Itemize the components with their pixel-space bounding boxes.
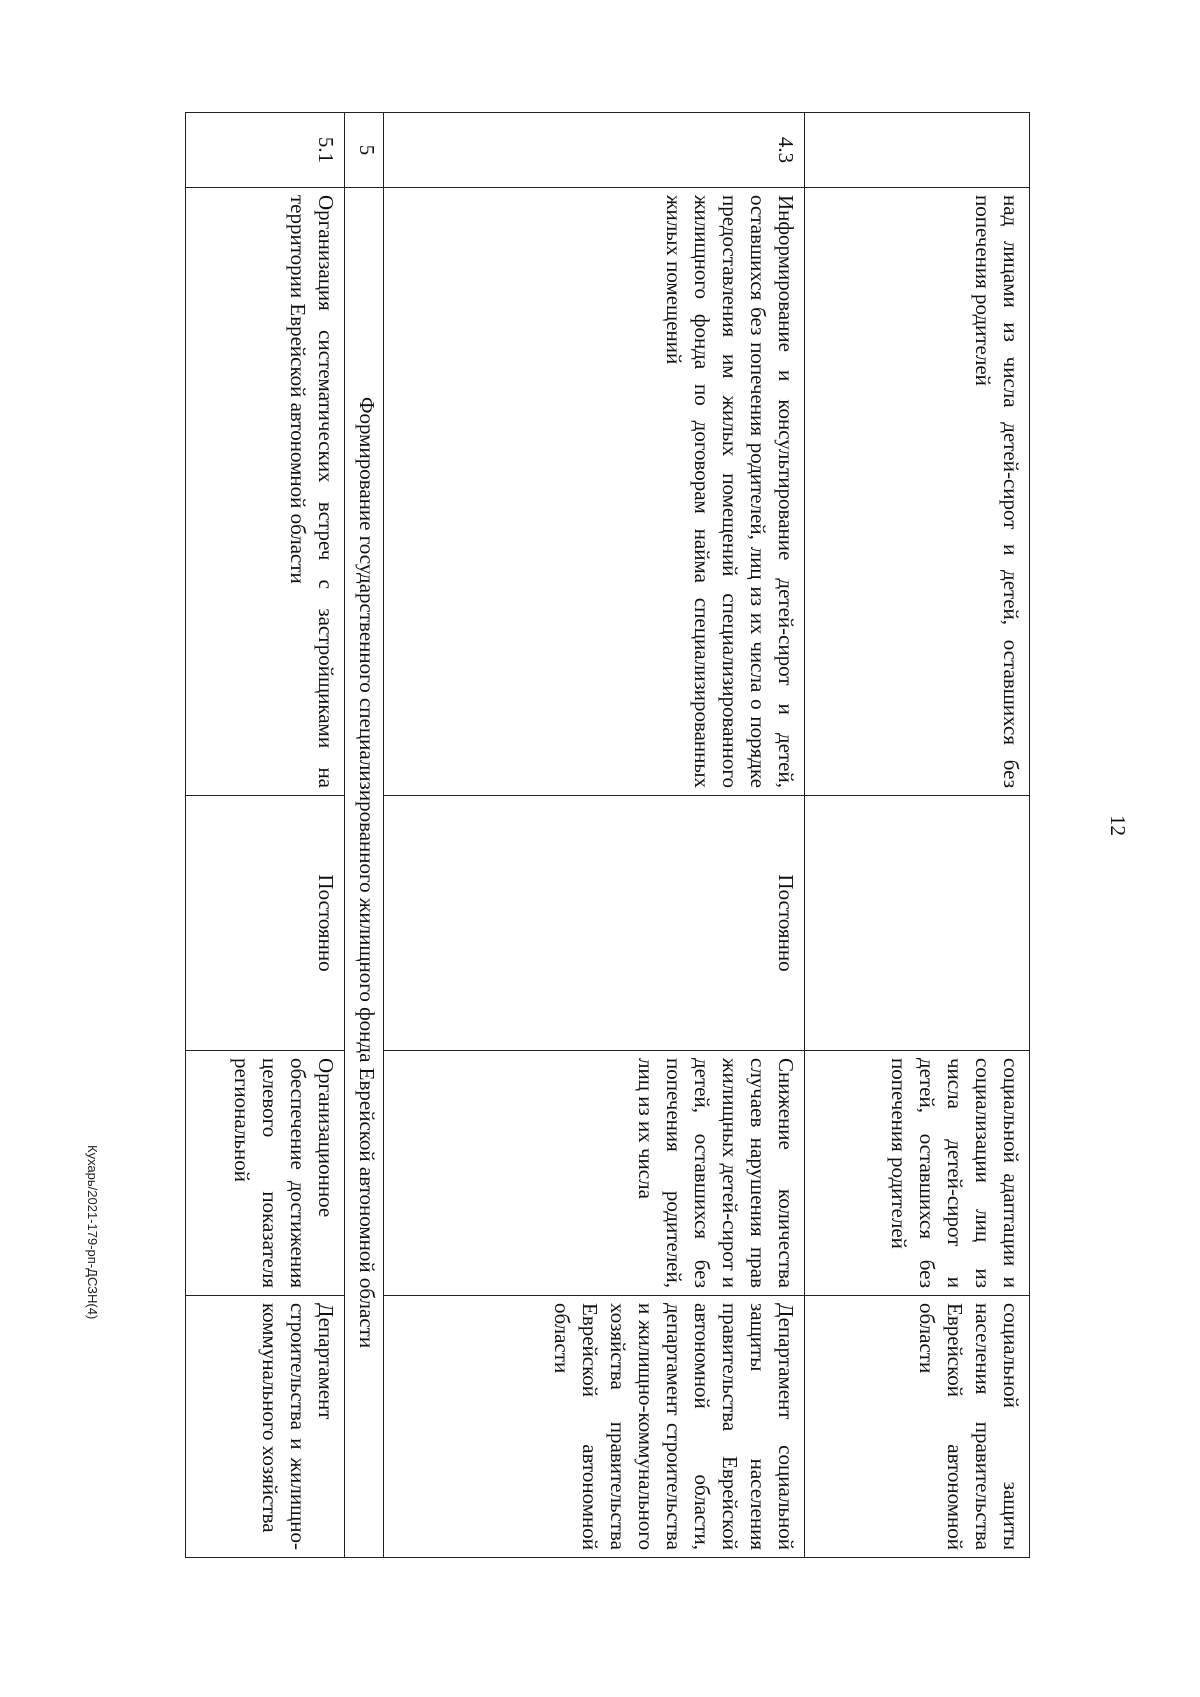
- table-row: [805, 113, 1030, 1558]
- action-cell: над лицами из числа детей-сирот и детей, оставшихся без попечения родителей: [805, 188, 1030, 796]
- section-number: 5: [345, 113, 384, 188]
- plan-table: [185, 112, 1030, 1558]
- responsible-cell: Департамент социальной защиты населения правительства Еврейской автономной области, департамент строительства и жилищно-коммунального хозяйства правительства Еврейской автономной области: [384, 1296, 805, 1558]
- table-row: [384, 113, 805, 1558]
- row-number: 4.3: [384, 113, 805, 188]
- term-cell: Постоянно: [186, 796, 345, 1051]
- result-cell: Организационное обеспечение достижения целевого показателя региональной: [186, 1051, 345, 1296]
- row-number: [805, 113, 1030, 188]
- responsible-cell: социальной защиты населения правительства Еврейской автономной области: [805, 1296, 1030, 1558]
- result-cell: социальной адаптации и социализации лиц из числа детей-сирот и детей, оставшихся без попечения родителей: [805, 1051, 1030, 1296]
- section-row: [345, 113, 384, 1558]
- result-cell: Снижение количества случаев нарушения прав жилищных детей-сирот и детей, оставшихся без попечения родителей, лиц из их числа: [384, 1051, 805, 1296]
- table-row: [186, 113, 345, 1558]
- term-cell: [805, 796, 1030, 1051]
- action-cell: Организация систематических встреч с застройщиками на территории Еврейской автономной области: [186, 188, 345, 796]
- page-number: 12: [1106, 815, 1130, 836]
- term-cell: Постоянно: [384, 796, 805, 1051]
- row-number: 5.1: [186, 113, 345, 188]
- action-cell: Информирование и консультирование детей-сирот и детей, оставшихся без попечения родителей, лиц из их числа о порядке предоставления им жилых помещений специализированного жилищного фонда по договорам найма специализированных жилых помещений: [384, 188, 805, 796]
- responsible-cell: Департамент строительства и жилищно-коммунального хозяйства: [186, 1296, 345, 1558]
- document-code: Кухарь/2021-179-рп-ДСЗН(4): [85, 1145, 100, 1320]
- section-title: Формирование государственного специализированного жилищного фонда Еврейской автономной области: [345, 188, 384, 1558]
